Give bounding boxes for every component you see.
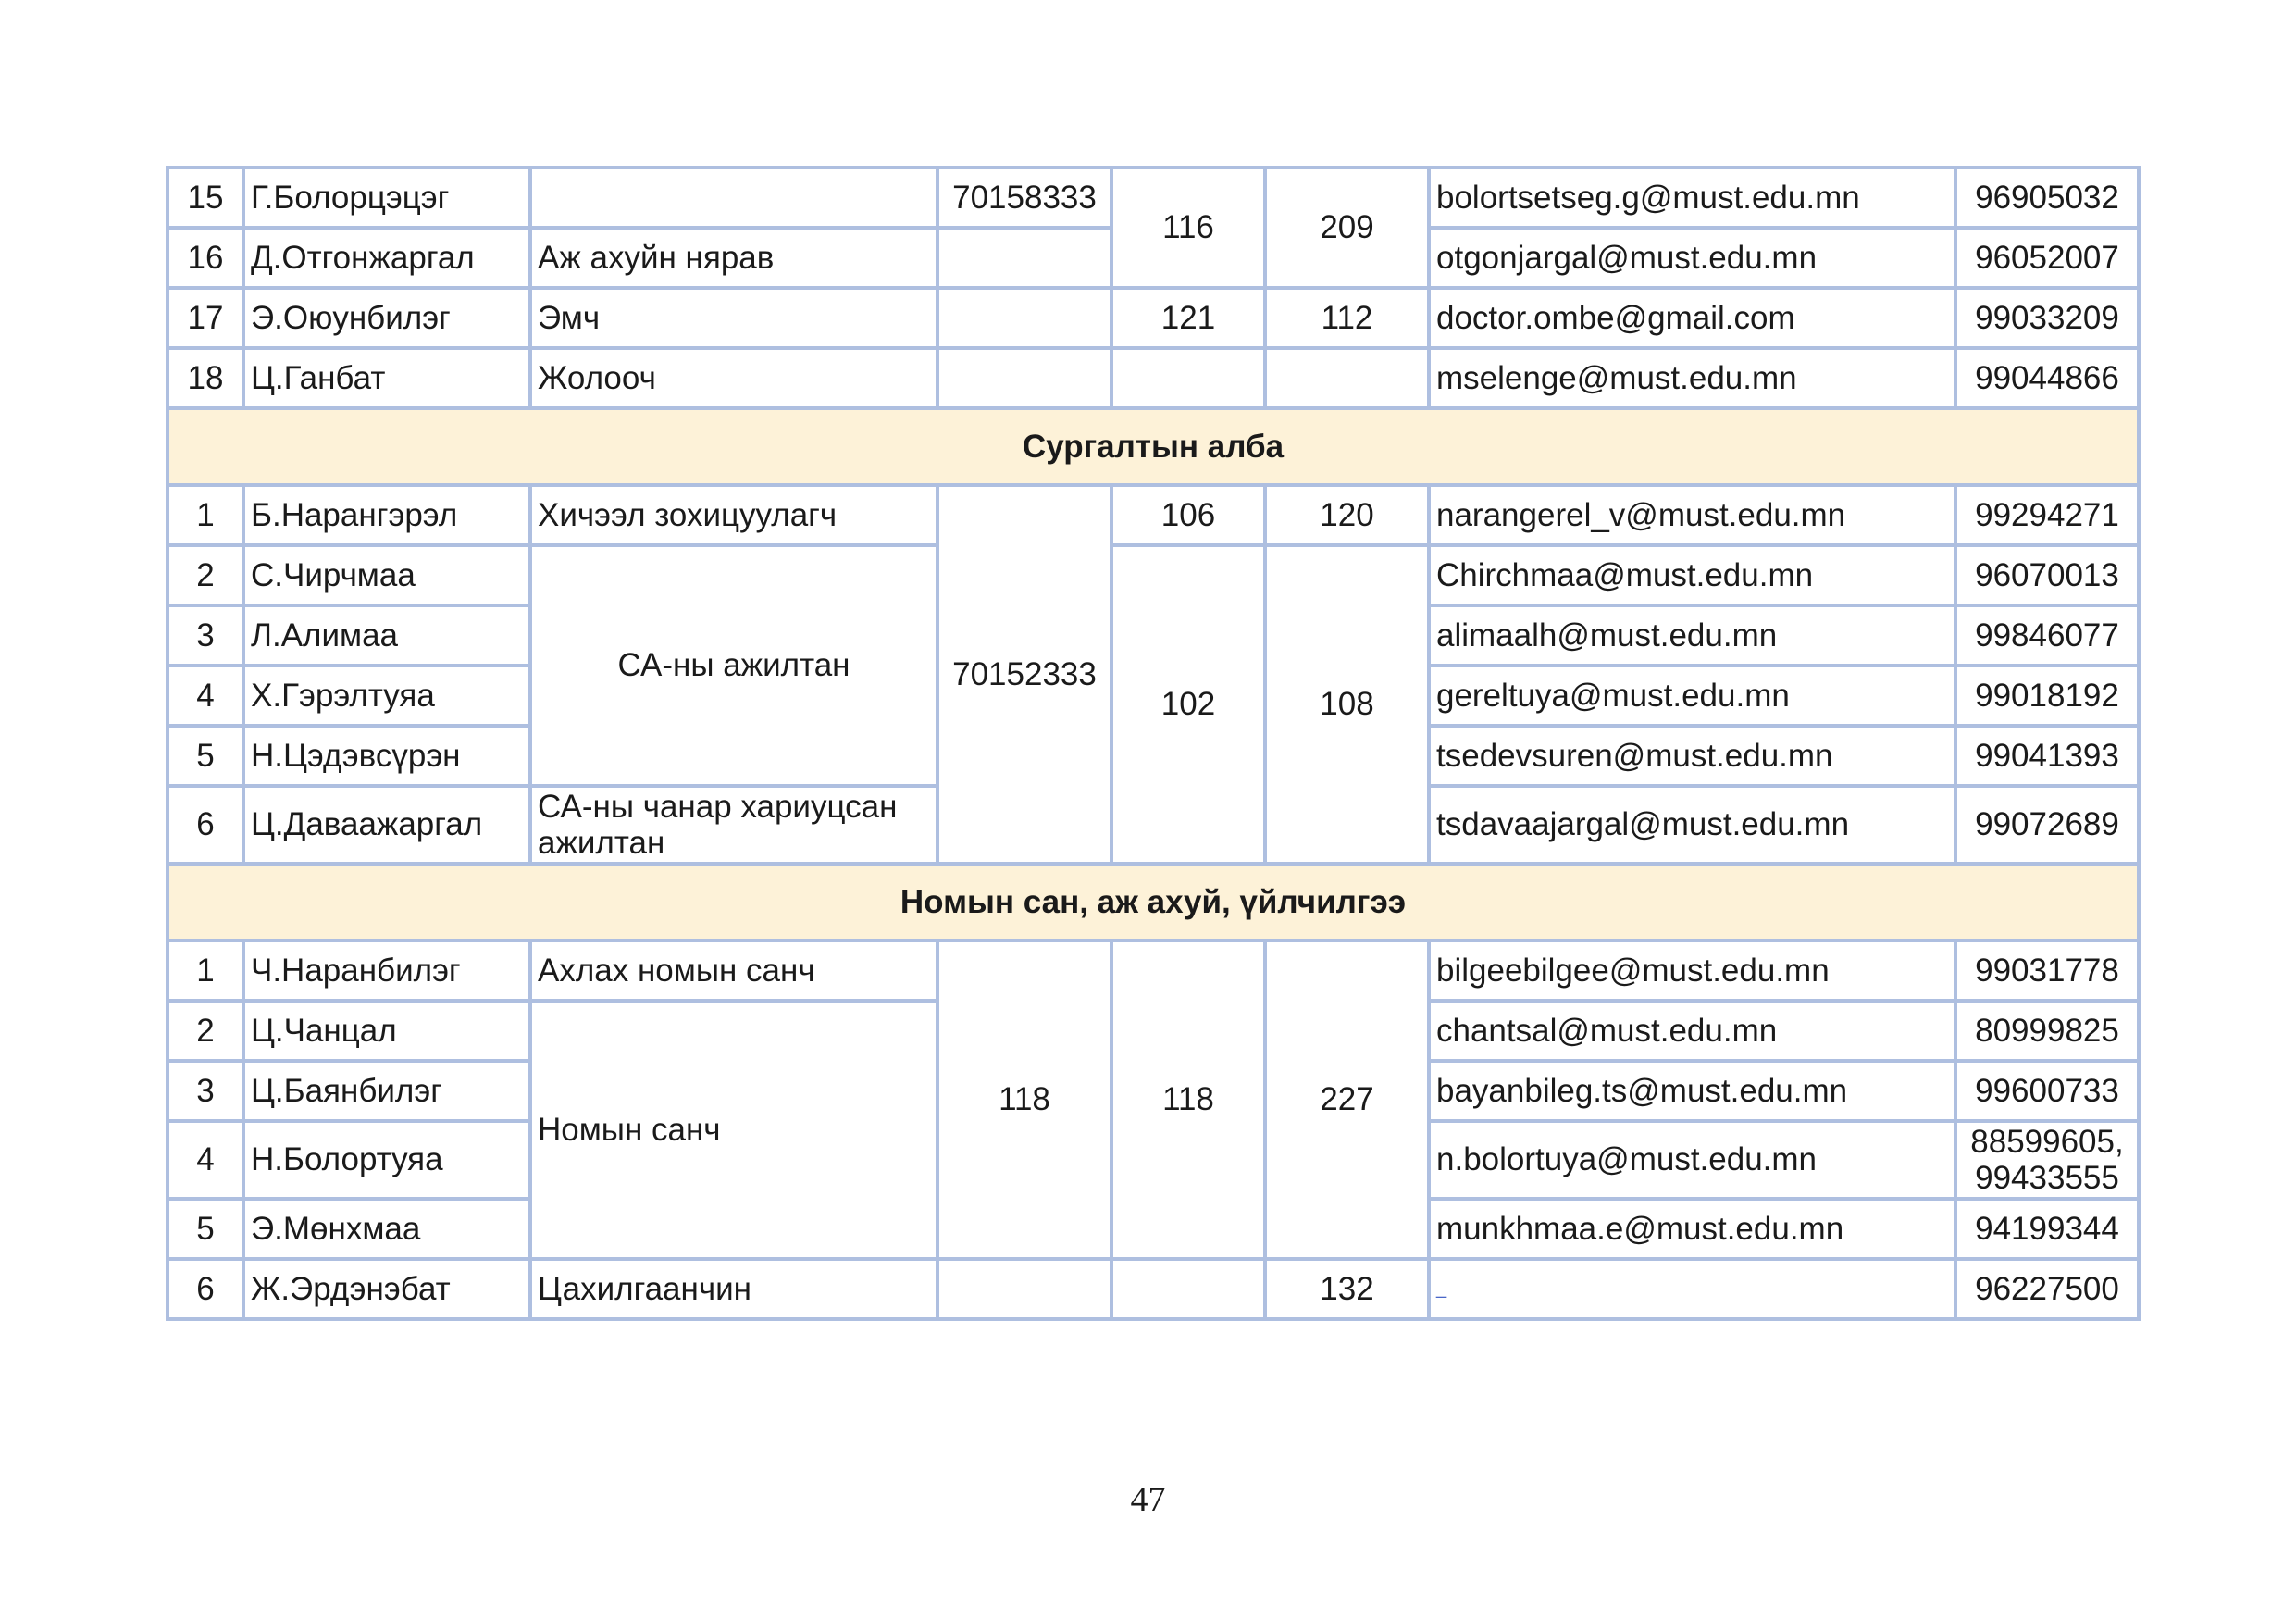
email-cell[interactable]: _ xyxy=(1429,1259,1955,1319)
mobile-phone: 99018192 xyxy=(1955,666,2139,726)
mobile-phone: 96070013 xyxy=(1955,545,2139,605)
office-phone xyxy=(937,348,1111,408)
email-cell: n.bolortuya@must.edu.mn xyxy=(1429,1121,1955,1199)
mobile-phone: 99044866 xyxy=(1955,348,2139,408)
row-number: 6 xyxy=(168,786,243,864)
office-phone xyxy=(937,288,1111,348)
email-cell: otgonjargal@must.edu.mn xyxy=(1429,228,1955,288)
employee-name: Ж.Эрдэнэбат xyxy=(243,1259,530,1319)
page-number: 47 xyxy=(1130,1480,1166,1519)
extension-number xyxy=(1265,348,1429,408)
employee-name: Н.Цэдэвсүрэн xyxy=(243,726,530,786)
row-number: 5 xyxy=(168,1199,243,1259)
position-cell: СА-ны чанар хариуцсан ажилтан xyxy=(530,786,937,864)
position-cell: Хичээл зохицуулагч xyxy=(530,485,937,545)
mobile-phone: 99033209 xyxy=(1955,288,2139,348)
section-header-row xyxy=(168,408,2139,485)
employee-name: С.Чирчмаа xyxy=(243,545,530,605)
employee-name: Н.Болортуяа xyxy=(243,1121,530,1199)
contact-table xyxy=(166,166,2141,1321)
office-phone xyxy=(937,1259,1111,1319)
employee-name: Л.Алимаа xyxy=(243,605,530,666)
table-row xyxy=(168,485,2139,545)
row-number: 5 xyxy=(168,726,243,786)
room-number: 106 xyxy=(1111,485,1265,545)
room-number xyxy=(1111,1259,1265,1319)
employee-name: Ц.Чанцал xyxy=(243,1001,530,1061)
position-cell xyxy=(530,168,937,228)
position-cell: Аж ахуйн нярав xyxy=(530,228,937,288)
mobile-phone xyxy=(1955,1121,2139,1199)
row-number: 6 xyxy=(168,1259,243,1319)
row-number: 16 xyxy=(168,228,243,288)
room-number: 116 xyxy=(1111,168,1265,288)
email-cell: mselenge@must.edu.mn xyxy=(1429,348,1955,408)
mobile-phone: 96052007 xyxy=(1955,228,2139,288)
row-number: 2 xyxy=(168,1001,243,1061)
mobile-phone: 99041393 xyxy=(1955,726,2139,786)
employee-name: Ч.Наранбилэг xyxy=(243,940,530,1001)
employee-name: Б.Нарангэрэл xyxy=(243,485,530,545)
row-number: 1 xyxy=(168,485,243,545)
mobile-phone: 96905032 xyxy=(1955,168,2139,228)
email-cell: tsedevsuren@must.edu.mn xyxy=(1429,726,1955,786)
table-row xyxy=(168,940,2139,1001)
extension-number: 227 xyxy=(1265,940,1429,1259)
row-number: 3 xyxy=(168,605,243,666)
email-cell: munkhmaa.e@must.edu.mn xyxy=(1429,1199,1955,1259)
position-cell: СА-ны ажилтан xyxy=(530,545,937,786)
position-cell: Номын санч xyxy=(530,1001,937,1259)
email-cell: bolortsetseg.g@must.edu.mn xyxy=(1429,168,1955,228)
mobile-phone: 99846077 xyxy=(1955,605,2139,666)
position-cell: Жолооч xyxy=(530,348,937,408)
office-phone xyxy=(937,228,1111,288)
mobile-phone: 80999825 xyxy=(1955,1001,2139,1061)
position-cell: Эмч xyxy=(530,288,937,348)
email-cell: Chirchmaa@must.edu.mn xyxy=(1429,545,1955,605)
row-number: 15 xyxy=(168,168,243,228)
row-number: 2 xyxy=(168,545,243,605)
extension-number: 120 xyxy=(1265,485,1429,545)
row-number: 17 xyxy=(168,288,243,348)
mobile-phone: 94199344 xyxy=(1955,1199,2139,1259)
table-row xyxy=(168,1259,2139,1319)
mobile-phone-line: 88599605, xyxy=(1970,1123,2124,1160)
email-cell: alimaalh@must.edu.mn xyxy=(1429,605,1955,666)
employee-name: Г.Болорцэцэг xyxy=(243,168,530,228)
position-cell: Ахлах номын санч xyxy=(530,940,937,1001)
email-cell: chantsal@must.edu.mn xyxy=(1429,1001,1955,1061)
employee-name: Д.Отгонжаргал xyxy=(243,228,530,288)
table-row xyxy=(168,168,2139,228)
mobile-phone-line: 99433555 xyxy=(1975,1160,2119,1196)
room-number: 121 xyxy=(1111,288,1265,348)
extension-number: 209 xyxy=(1265,168,1429,288)
mobile-phone: 96227500 xyxy=(1955,1259,2139,1319)
employee-name: Х.Гэрэлтуяа xyxy=(243,666,530,726)
extension-number: 108 xyxy=(1265,545,1429,864)
table-row xyxy=(168,288,2139,348)
row-number: 4 xyxy=(168,666,243,726)
row-number: 3 xyxy=(168,1061,243,1121)
employee-name: Э.Оюунбилэг xyxy=(243,288,530,348)
employee-name: Ц.Ганбат xyxy=(243,348,530,408)
row-number: 4 xyxy=(168,1121,243,1199)
room-number xyxy=(1111,348,1265,408)
employee-name: Э.Мөнхмаа xyxy=(243,1199,530,1259)
employee-name: Ц.Даваажаргал xyxy=(243,786,530,864)
extension-number: 132 xyxy=(1265,1259,1429,1319)
email-cell: narangerel_v@must.edu.mn xyxy=(1429,485,1955,545)
row-number: 1 xyxy=(168,940,243,1001)
room-number: 102 xyxy=(1111,545,1265,864)
office-phone: 70152333 xyxy=(937,485,1111,864)
mobile-phone: 99072689 xyxy=(1955,786,2139,864)
section-title: Сургалтын алба xyxy=(168,408,2139,485)
email-cell: bayanbileg.ts@must.edu.mn xyxy=(1429,1061,1955,1121)
mobile-phone: 99031778 xyxy=(1955,940,2139,1001)
mobile-phone: 99294271 xyxy=(1955,485,2139,545)
email-cell: doctor.ombe@gmail.com xyxy=(1429,288,1955,348)
extension-number: 112 xyxy=(1265,288,1429,348)
email-cell: gereltuya@must.edu.mn xyxy=(1429,666,1955,726)
section-header-row xyxy=(168,864,2139,940)
email-cell: bilgeebilgee@must.edu.mn xyxy=(1429,940,1955,1001)
table-row xyxy=(168,348,2139,408)
employee-name: Ц.Баянбилэг xyxy=(243,1061,530,1121)
room-number: 118 xyxy=(1111,940,1265,1259)
office-phone: 118 xyxy=(937,940,1111,1259)
position-cell: Цахилгаанчин xyxy=(530,1259,937,1319)
office-phone: 70158333 xyxy=(937,168,1111,228)
email-cell: tsdavaajargal@must.edu.mn xyxy=(1429,786,1955,864)
mobile-phone: 99600733 xyxy=(1955,1061,2139,1121)
table-row xyxy=(168,545,2139,605)
section-title: Номын сан, аж ахуй, үйлчилгээ xyxy=(168,864,2139,940)
row-number: 18 xyxy=(168,348,243,408)
